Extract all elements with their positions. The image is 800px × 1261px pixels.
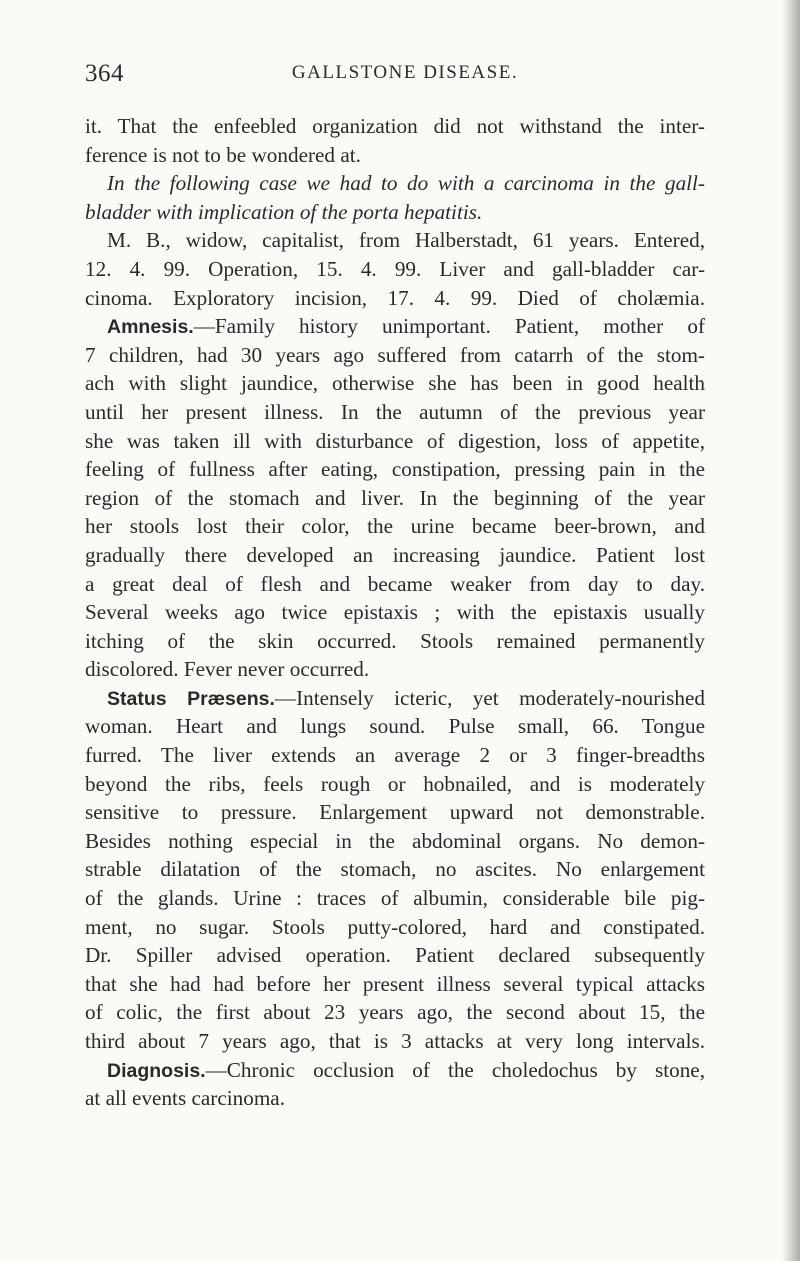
text-line: discolored. Fever never occurred.: [85, 657, 370, 682]
section-heading-status-praesens: Status Præsens.: [107, 687, 275, 710]
text-line: Several weeks ago twice epistaxis ; with the epistaxis usually: [85, 600, 705, 625]
text-line: sensitive to pressure. Enlargement upward not demonstrable.: [85, 800, 705, 825]
text-line: a great deal of flesh and became weaker from day to day.: [85, 571, 705, 596]
text-line: 12. 4. 99. Operation, 15. 4. 99. Liver and gall-bladder car-: [85, 256, 705, 281]
body-text: [85, 112, 705, 1113]
text-line: third about 7 years ago, that is 3 attacks at very long intervals.: [85, 1029, 705, 1053]
section-text: —Family history unimportant. Patient, mother of: [193, 314, 705, 339]
text-line: feeling of fullness after eating, constipation, pressing pain in the: [85, 457, 705, 482]
text-line: at all events carcinoma.: [85, 1086, 286, 1111]
text-line: furred. The liver extends an average 2 or 3 finger-breadths: [85, 743, 705, 768]
text-line: gradually there developed an increasing jaundice. Patient lost: [85, 542, 705, 567]
text-line: she was taken ill with disturbance of digestion, loss of appetite,: [85, 428, 705, 453]
section-line: [85, 684, 705, 713]
running-head: GALLSTONE DISEASE.: [291, 62, 519, 83]
page-gutter-shadow: [782, 0, 800, 1261]
section-text: —Intensely icteric, yet moderately-nourished: [274, 685, 705, 710]
text-line: it. That the enfeebled organization did not withstand the inter-: [85, 114, 705, 138]
section-heading-amnesis: Amnesis.: [107, 316, 194, 339]
text-line: region of the stomach and liver. In the beginning of the year: [85, 485, 705, 510]
case-heading-line: bladder with implication of the porta hepatitis.: [85, 199, 483, 224]
page-number: 364: [85, 60, 124, 87]
page-header: [85, 60, 705, 100]
text-line: Besides nothing especial in the abdominal organs. No demon-: [85, 828, 705, 853]
text-line: cinoma. Exploratory incision, 17. 4. 99. Died of cholæmia.: [85, 285, 705, 310]
section-line: [85, 1056, 705, 1085]
text-line: Dr. Spiller advised operation. Patient declared subsequently: [85, 943, 705, 968]
text-line: itching of the skin occurred. Stools remained permanently: [85, 628, 705, 653]
section-line: [85, 312, 705, 341]
text-line: strable dilatation of the stomach, no ascites. No enlargement: [85, 857, 705, 882]
text-line: ference is not to be wondered at.: [85, 142, 361, 167]
text-line: beyond the ribs, feels rough or hobnailed, and is moderately: [85, 771, 705, 796]
text-line: until her present illness. In the autumn of the previous year: [85, 399, 705, 424]
text-line: 7 children, had 30 years ago suffered from catarrh of the stom-: [85, 342, 705, 367]
case-heading-line: In the following case we had to do with a carcinoma in the gall-: [107, 171, 705, 196]
text-line: that she had had before her present illness several typical attacks: [85, 971, 705, 996]
section-heading-diagnosis: Diagnosis.: [107, 1059, 206, 1082]
text-line: ment, no sugar. Stools putty-colored, hard and constipated.: [85, 914, 705, 939]
text-line: her stools lost their color, the urine became beer-brown, and: [85, 514, 705, 539]
text-line: woman. Heart and lungs sound. Pulse small, 66. Tongue: [85, 714, 705, 739]
text-line: of colic, the first about 23 years ago, the second about 15, the: [85, 1000, 705, 1025]
text-line: ach with slight jaundice, otherwise she has been in good health: [85, 371, 705, 396]
text-line: M. B., widow, capitalist, from Halberstadt, 61 years. Entered,: [107, 228, 705, 253]
text-line: of the glands. Urine : traces of albumin, considerable bile pig-: [85, 886, 705, 911]
section-text: —Chronic occlusion of the choledochus by stone,: [205, 1057, 705, 1082]
